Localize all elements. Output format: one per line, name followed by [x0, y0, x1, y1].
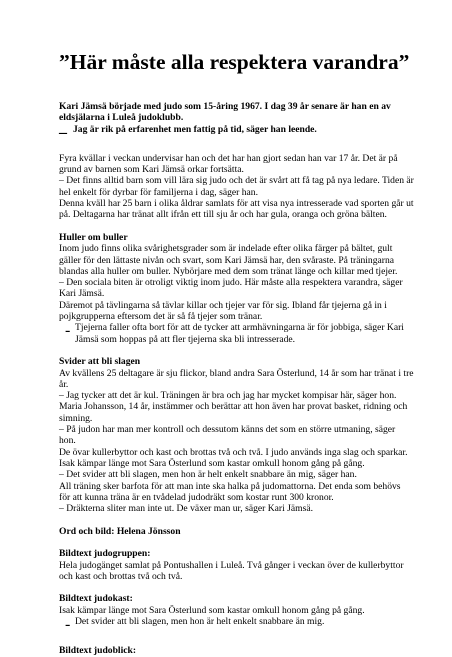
body-paragraph: – Jag tycker att det är kul. Träningen är bra och jag har mycket kompisar här, säger hon. [59, 390, 397, 402]
body-paragraph: Av kvällens 25 deltagare är sju flickor, bland andra Sara Österlund, 14 år som har tränat i tre år. [59, 367, 414, 390]
intro-paragraph: Fyra kvällar i veckan undervisar han och det har han gjort sedan han var 17 år. Det är på grund av barnen som Kari Jämsä orkar fortsätta. [59, 152, 398, 176]
body-paragraph: – Dräkterna sliter man inte ut. De växer man ur, säger Kari Jämsä. [59, 503, 314, 515]
dash-bullet: – [59, 123, 67, 141]
caption-heading: Bildtext judogruppen: [59, 548, 151, 560]
body-paragraph: – Det svider att bli slagen, men hon är helt enkelt snabbare än mig, säger han. [59, 469, 357, 481]
section-heading: Huller om buller [59, 231, 128, 243]
dash-list-text: Tjejerna faller ofta bort för att de tycker att armhävningarna är för jobbiga, säger Kari Jämsä som hoppas på att fler tjejerna ska bli intresserade. [75, 322, 404, 345]
lead-quote [59, 124, 414, 142]
body-paragraph: All träning sker barfota för att man inte ska halka på judomattorna. Det enda som behövs för att kunna träna är en tvådelad judodräkt som kostar runt 300 kronor. [59, 480, 401, 503]
caption-heading: Bildtext judokast: [59, 593, 133, 605]
body-paragraph: Isak kämpar länge mot Sara Österlund som kastar omkull honom gång på gång. [59, 457, 365, 469]
body-paragraph: Inom judo finns olika svårighetsgrader som är indelade efter olika färger på bältet, gult gäller för den lättaste nivån och svart, som Kari Jämsä har, den svåraste. På träningarna blandas alla huller om buller. Nybörjare med dem som tränat länge och killar med tjejer. [59, 243, 398, 277]
dash-list-text: Det svider att bli slagen, men hon är helt enkelt snabbare än mig. [75, 616, 325, 628]
page-title: ”Här måste alla respektera varandra” [59, 50, 410, 74]
body-paragraph: Däremot på tävlingarna så tävlar killar och tjejer var för sig. Ibland får tjejerna gå in i pojkgrupperna eftersom det är så få tjejer som tränar. [59, 299, 387, 323]
intro-paragraph: – Det finns alltid barn som vill lära sig judo och det är svårt att få tag på nya ledare. Tiden är hel enkelt för dyrbar för familjerna i dag, säger han. [59, 175, 414, 198]
body-paragraph: Maria Johansson, 14 år, instämmer och berättar att hon även har provat basket, ridning och simning. [59, 401, 408, 424]
body-paragraph: De övar kullerbyttor och kast och brottas två och två. I judo används inga slag och sparkar. [59, 446, 408, 458]
section-heading: Svider att bli slagen [59, 356, 141, 368]
body-paragraph: – På judon har man mer kontroll och dessutom känns det som en större utmaning, säger hon. [59, 424, 396, 447]
caption-text: Isak kämpar länge mot Sara Österlund som kastar omkull honom gång på gång. [59, 604, 365, 616]
byline: Ord och bild: Helena Jönsson [59, 525, 181, 537]
caption-text: Hela judogänget samlat på Pontushallen i Luleå. Två gånger i veckan över de kullerbyttor och kast och brottas två och två. [59, 559, 404, 582]
dash-bullet: - [65, 616, 71, 634]
dash-list-item [59, 616, 414, 634]
dash-list-item [59, 322, 414, 345]
intro-paragraph: Denna kväll har 25 barn i olika åldrar samlats för att visa nya intresserade vad sporten går ut på. Deltagarna har tränat allt ifrån ett till sju år och har gula, oranga och gröna bälten. [59, 198, 414, 221]
lead-quote-text: Jag är rik på erfarenhet men fattig på tid, säger han leende. [73, 123, 317, 135]
dash-bullet: - [65, 322, 71, 340]
caption-heading: Bildtext judoblick: [59, 645, 137, 657]
body-paragraph: – Den sociala biten är otroligt viktig inom judo. Här måste alla respektera varandra, säger Kari Jämsä. [59, 277, 403, 300]
lead-paragraph: Kari Jämsä började med judo som 15-åring 1967. I dag 39 år senare är han en av eldsjälarna i Luleå judoklubb. [59, 101, 391, 124]
